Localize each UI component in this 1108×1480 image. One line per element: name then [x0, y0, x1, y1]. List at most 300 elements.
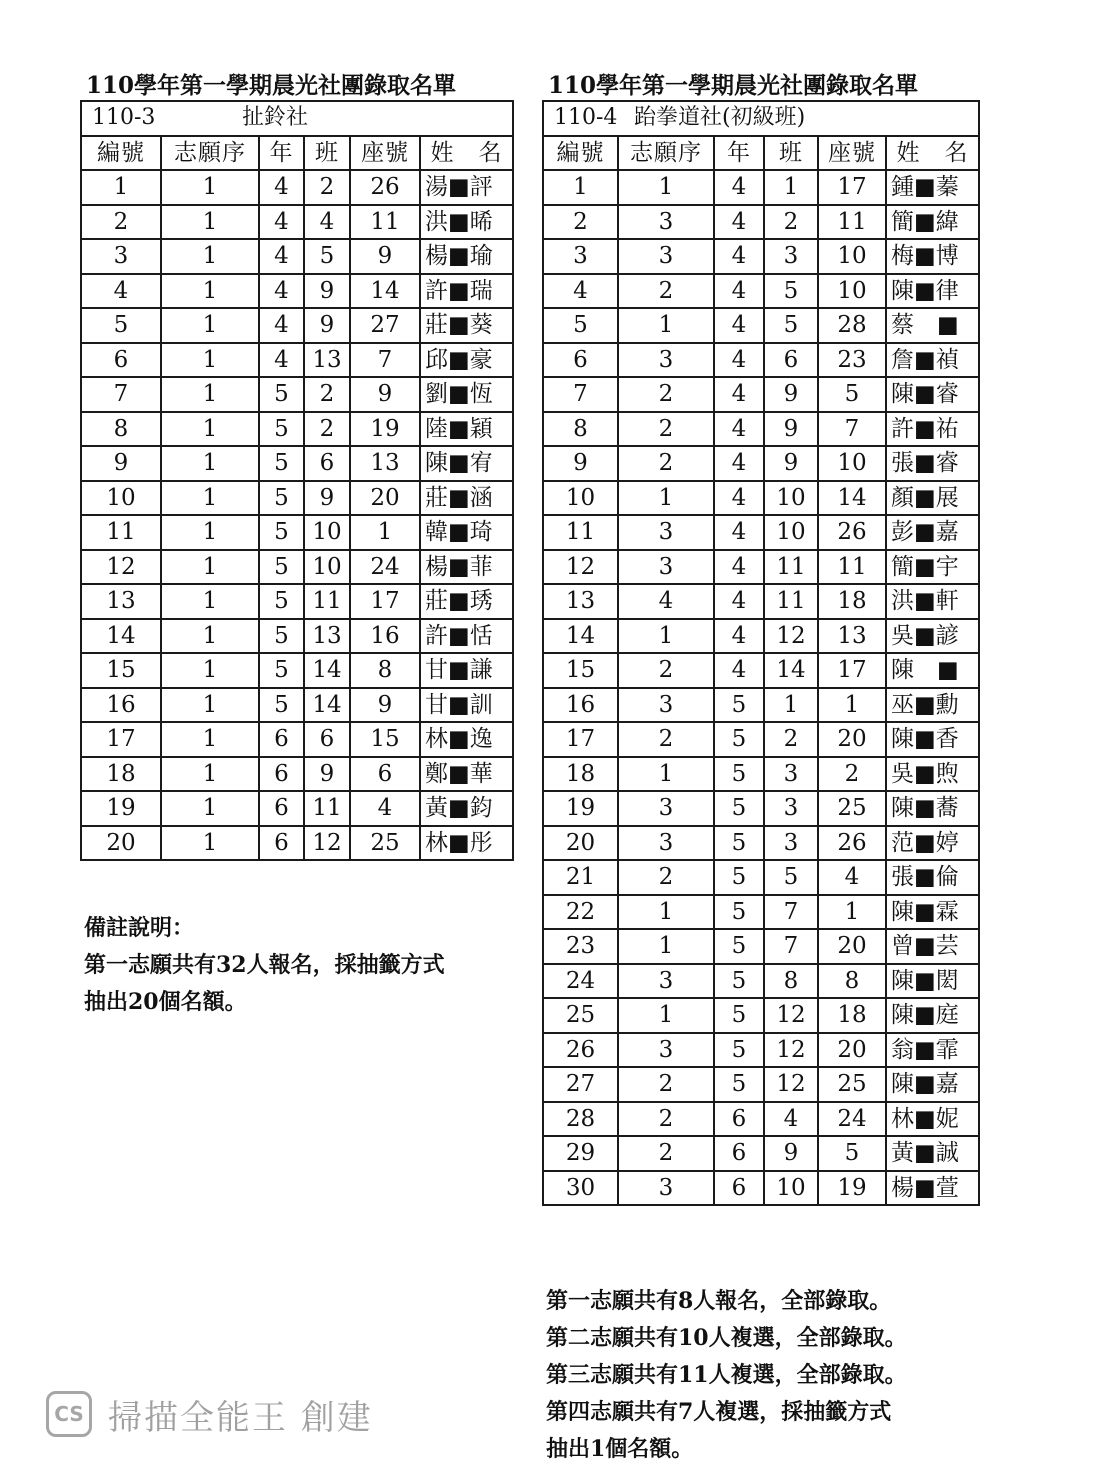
seat-number-cell: 17	[818, 170, 886, 205]
left-note-line: 備註說明：	[84, 915, 195, 941]
student-name-cell: 楊■瑜	[420, 239, 513, 274]
left-club-code: 110-3	[92, 105, 156, 131]
right-notes	[546, 1283, 907, 1468]
row-number-cell: 27	[543, 1067, 618, 1102]
row-number-cell: 28	[543, 1102, 618, 1137]
seat-number-cell: 10	[818, 274, 886, 309]
table-row	[543, 619, 979, 654]
class-cell: 10	[304, 550, 350, 585]
class-cell: 13	[304, 343, 350, 378]
seat-number-cell: 4	[350, 791, 420, 826]
seat-number-cell: 10	[818, 239, 886, 274]
grade-cell: 5	[714, 688, 764, 723]
seat-number-cell: 23	[818, 343, 886, 378]
grade-cell: 5	[259, 446, 304, 481]
seat-number-cell: 20	[818, 1033, 886, 1068]
seat-number-cell: 11	[818, 205, 886, 240]
seat-number-cell: 14	[818, 481, 886, 516]
left-club-name: 扯鈴社	[242, 105, 309, 131]
class-cell: 8	[764, 964, 818, 999]
grade-cell: 6	[259, 722, 304, 757]
grade-cell: 5	[714, 1033, 764, 1068]
preference-cell: 1	[618, 998, 714, 1033]
left-roster-table	[80, 100, 514, 861]
student-name-cell: 陳■宥	[420, 446, 513, 481]
class-cell: 2	[304, 377, 350, 412]
row-number-cell: 15	[543, 653, 618, 688]
left-notes	[84, 910, 445, 1021]
grade-cell: 6	[714, 1136, 764, 1171]
preference-cell: 4	[618, 584, 714, 619]
grade-cell: 5	[259, 515, 304, 550]
table-row	[81, 619, 513, 654]
student-name-cell: 曾■芸	[886, 929, 979, 964]
seat-number-cell: 16	[350, 619, 420, 654]
grade-cell: 4	[714, 308, 764, 343]
grade-cell: 5	[714, 964, 764, 999]
grade-cell: 4	[714, 584, 764, 619]
row-number-cell: 9	[81, 446, 161, 481]
grade-cell: 4	[714, 274, 764, 309]
preference-cell: 1	[161, 791, 259, 826]
table-row	[543, 964, 979, 999]
class-cell: 9	[764, 1136, 818, 1171]
table-row	[543, 791, 979, 826]
seat-number-cell: 8	[350, 653, 420, 688]
seat-number-cell: 5	[818, 377, 886, 412]
row-number-cell: 21	[543, 860, 618, 895]
grade-cell: 6	[714, 1171, 764, 1206]
grade-cell: 5	[714, 1067, 764, 1102]
class-cell: 1	[764, 170, 818, 205]
grade-cell: 4	[714, 446, 764, 481]
table-row	[543, 515, 979, 550]
preference-cell: 1	[618, 481, 714, 516]
student-name-cell: 陳■香	[886, 722, 979, 757]
table-row	[81, 274, 513, 309]
preference-cell: 3	[618, 791, 714, 826]
left-heading: 110學年第一學期晨光社團錄取名單	[86, 72, 457, 99]
grade-cell: 6	[259, 791, 304, 826]
student-name-cell: 翁■霏	[886, 1033, 979, 1068]
grade-cell: 4	[259, 170, 304, 205]
student-name-cell: 黃■誠	[886, 1136, 979, 1171]
grade-cell: 4	[259, 308, 304, 343]
student-name-cell: 陸■穎	[420, 412, 513, 447]
row-number-cell: 12	[81, 550, 161, 585]
class-cell: 5	[764, 308, 818, 343]
student-name-cell: 蔡 ■	[886, 308, 979, 343]
row-number-cell: 16	[81, 688, 161, 723]
preference-cell: 1	[161, 688, 259, 723]
preference-cell: 1	[161, 619, 259, 654]
grade-cell: 4	[714, 205, 764, 240]
class-cell: 5	[304, 239, 350, 274]
class-cell: 3	[764, 239, 818, 274]
grade-cell: 4	[259, 274, 304, 309]
student-name-cell: 甘■謙	[420, 653, 513, 688]
table-row	[81, 722, 513, 757]
student-name-cell: 陳■嘉	[886, 1067, 979, 1102]
preference-cell: 1	[161, 653, 259, 688]
row-number-cell: 13	[543, 584, 618, 619]
table-row	[543, 1136, 979, 1171]
class-cell: 9	[764, 446, 818, 481]
row-number-cell: 18	[543, 757, 618, 792]
student-name-cell: 許■恬	[420, 619, 513, 654]
student-name-cell: 詹■禎	[886, 343, 979, 378]
left-note-line: 抽出20個名額。	[84, 989, 247, 1015]
row-number-cell: 26	[543, 1033, 618, 1068]
table-row	[543, 412, 979, 447]
seat-number-cell: 11	[818, 550, 886, 585]
grade-cell: 5	[259, 584, 304, 619]
grade-cell: 6	[259, 757, 304, 792]
scanner-watermark	[46, 1388, 373, 1440]
grade-cell: 4	[714, 343, 764, 378]
grade-cell: 4	[714, 377, 764, 412]
seat-number-cell: 13	[350, 446, 420, 481]
table-row	[543, 170, 979, 205]
class-cell: 5	[764, 274, 818, 309]
grade-cell: 4	[714, 550, 764, 585]
table-row	[81, 757, 513, 792]
grade-cell: 4	[714, 481, 764, 516]
seat-number-cell: 9	[350, 377, 420, 412]
class-cell: 14	[764, 653, 818, 688]
row-number-cell: 23	[543, 929, 618, 964]
seat-number-cell: 25	[350, 826, 420, 861]
left-roster-block	[80, 72, 514, 861]
seat-number-cell: 26	[818, 515, 886, 550]
seat-number-cell: 10	[818, 446, 886, 481]
preference-cell: 3	[618, 205, 714, 240]
grade-cell: 5	[714, 895, 764, 930]
table-row	[543, 1102, 979, 1137]
class-cell: 14	[304, 688, 350, 723]
row-number-cell: 7	[543, 377, 618, 412]
seat-number-cell: 9	[350, 688, 420, 723]
grade-cell: 4	[714, 619, 764, 654]
preference-cell: 2	[618, 722, 714, 757]
right-heading: 110學年第一學期晨光社團錄取名單	[548, 72, 919, 99]
table-row	[543, 998, 979, 1033]
row-number-cell: 11	[543, 515, 618, 550]
right-note-line: 抽出1個名額。	[546, 1436, 694, 1462]
row-number-cell: 8	[543, 412, 618, 447]
preference-cell: 1	[161, 170, 259, 205]
seat-number-cell: 24	[818, 1102, 886, 1137]
col-header: 年	[714, 136, 764, 171]
grade-cell: 4	[259, 205, 304, 240]
class-cell: 11	[304, 791, 350, 826]
row-number-cell: 10	[543, 481, 618, 516]
row-number-cell: 2	[81, 205, 161, 240]
preference-cell: 1	[161, 239, 259, 274]
seat-number-cell: 14	[350, 274, 420, 309]
seat-number-cell: 4	[818, 860, 886, 895]
preference-cell: 1	[161, 377, 259, 412]
student-name-cell: 鍾■蓁	[886, 170, 979, 205]
row-number-cell: 11	[81, 515, 161, 550]
table-row	[543, 1171, 979, 1206]
preference-cell: 3	[618, 1033, 714, 1068]
table-row	[81, 205, 513, 240]
table-row	[81, 239, 513, 274]
preference-cell: 1	[161, 412, 259, 447]
seat-number-cell: 26	[818, 826, 886, 861]
row-number-cell: 14	[81, 619, 161, 654]
student-name-cell: 顏■展	[886, 481, 979, 516]
student-name-cell: 莊■琇	[420, 584, 513, 619]
grade-cell: 5	[714, 791, 764, 826]
seat-number-cell: 25	[818, 791, 886, 826]
table-row	[81, 343, 513, 378]
student-name-cell: 陳■霖	[886, 895, 979, 930]
grade-cell: 4	[259, 343, 304, 378]
row-number-cell: 4	[81, 274, 161, 309]
row-number-cell: 3	[543, 239, 618, 274]
col-header: 座號	[818, 136, 886, 171]
table-row	[543, 550, 979, 585]
student-name-cell: 梅■博	[886, 239, 979, 274]
row-number-cell: 14	[543, 619, 618, 654]
class-cell: 4	[304, 205, 350, 240]
row-number-cell: 7	[81, 377, 161, 412]
row-number-cell: 17	[81, 722, 161, 757]
row-number-cell: 24	[543, 964, 618, 999]
col-header: 姓 名	[886, 136, 979, 171]
table-row	[543, 929, 979, 964]
preference-cell: 2	[618, 412, 714, 447]
grade-cell: 6	[259, 826, 304, 861]
table-row	[543, 377, 979, 412]
table-row	[543, 757, 979, 792]
seat-number-cell: 28	[818, 308, 886, 343]
row-number-cell: 1	[543, 170, 618, 205]
seat-number-cell: 27	[350, 308, 420, 343]
class-cell: 10	[764, 515, 818, 550]
right-note-line: 第一志願共有8人報名，全部錄取。	[546, 1288, 892, 1314]
seat-number-cell: 15	[350, 722, 420, 757]
row-number-cell: 16	[543, 688, 618, 723]
preference-cell: 1	[618, 757, 714, 792]
seat-number-cell: 1	[818, 688, 886, 723]
student-name-cell: 簡■宇	[886, 550, 979, 585]
table-row	[81, 170, 513, 205]
student-name-cell: 陳■蕎	[886, 791, 979, 826]
table-row	[81, 308, 513, 343]
class-cell: 5	[764, 860, 818, 895]
col-header: 座號	[350, 136, 420, 171]
right-note-line: 第四志願共有7人複選，採抽籤方式	[546, 1399, 892, 1425]
table-row	[543, 653, 979, 688]
table-row	[543, 239, 979, 274]
class-cell: 9	[304, 308, 350, 343]
right-roster-block	[542, 72, 980, 1206]
watermark-text: 掃描全能王 創建	[108, 1397, 373, 1438]
student-name-cell: 楊■菲	[420, 550, 513, 585]
student-name-cell: 洪■晞	[420, 205, 513, 240]
grade-cell: 5	[259, 377, 304, 412]
class-cell: 13	[304, 619, 350, 654]
class-cell: 7	[764, 895, 818, 930]
row-number-cell: 20	[81, 826, 161, 861]
table-row	[81, 515, 513, 550]
class-cell: 10	[764, 1171, 818, 1206]
row-number-cell: 6	[81, 343, 161, 378]
col-header: 志願序	[618, 136, 714, 171]
seat-number-cell: 1	[350, 515, 420, 550]
preference-cell: 1	[618, 619, 714, 654]
col-header: 姓 名	[420, 136, 513, 171]
grade-cell: 4	[714, 412, 764, 447]
seat-number-cell: 19	[350, 412, 420, 447]
student-name-cell: 陳 ■	[886, 653, 979, 688]
student-name-cell: 林■彤	[420, 826, 513, 861]
class-cell: 2	[764, 722, 818, 757]
class-cell: 9	[764, 412, 818, 447]
class-cell: 2	[304, 412, 350, 447]
grade-cell: 6	[714, 1102, 764, 1137]
student-name-cell: 洪■軒	[886, 584, 979, 619]
seat-number-cell: 2	[818, 757, 886, 792]
preference-cell: 3	[618, 688, 714, 723]
grade-cell: 5	[259, 481, 304, 516]
seat-number-cell: 20	[818, 722, 886, 757]
student-name-cell: 陳■睿	[886, 377, 979, 412]
right-club-code: 110-4	[554, 105, 618, 131]
student-name-cell: 彭■嘉	[886, 515, 979, 550]
student-name-cell: 范■婷	[886, 826, 979, 861]
class-cell: 3	[764, 826, 818, 861]
row-number-cell: 5	[81, 308, 161, 343]
table-row	[543, 826, 979, 861]
seat-number-cell: 25	[818, 1067, 886, 1102]
preference-cell: 2	[618, 860, 714, 895]
preference-cell: 1	[618, 929, 714, 964]
student-name-cell: 許■瑞	[420, 274, 513, 309]
row-number-cell: 13	[81, 584, 161, 619]
student-name-cell: 楊■萱	[886, 1171, 979, 1206]
left-note-line: 第一志願共有32人報名，採抽籤方式	[84, 952, 445, 978]
student-name-cell: 吳■諺	[886, 619, 979, 654]
row-number-cell: 12	[543, 550, 618, 585]
table-row	[81, 550, 513, 585]
seat-number-cell: 11	[350, 205, 420, 240]
row-number-cell: 15	[81, 653, 161, 688]
col-header: 編號	[81, 136, 161, 171]
student-name-cell: 陳■閎	[886, 964, 979, 999]
left-header-row	[81, 136, 513, 171]
student-name-cell: 簡■緯	[886, 205, 979, 240]
row-number-cell: 9	[543, 446, 618, 481]
grade-cell: 4	[714, 653, 764, 688]
table-row	[81, 481, 513, 516]
student-name-cell: 邱■豪	[420, 343, 513, 378]
seat-number-cell: 8	[818, 964, 886, 999]
seat-number-cell: 20	[350, 481, 420, 516]
class-cell: 2	[304, 170, 350, 205]
preference-cell: 1	[161, 481, 259, 516]
grade-cell: 5	[259, 550, 304, 585]
preference-cell: 1	[161, 826, 259, 861]
seat-number-cell: 24	[350, 550, 420, 585]
seat-number-cell: 17	[350, 584, 420, 619]
grade-cell: 5	[714, 826, 764, 861]
seat-number-cell: 17	[818, 653, 886, 688]
class-cell: 6	[764, 343, 818, 378]
student-name-cell: 陳■庭	[886, 998, 979, 1033]
preference-cell: 3	[618, 343, 714, 378]
grade-cell: 5	[714, 722, 764, 757]
student-name-cell: 林■逸	[420, 722, 513, 757]
table-row	[543, 205, 979, 240]
class-cell: 3	[764, 791, 818, 826]
row-number-cell: 2	[543, 205, 618, 240]
grade-cell: 5	[259, 653, 304, 688]
col-header: 班	[304, 136, 350, 171]
student-name-cell: 張■睿	[886, 446, 979, 481]
row-number-cell: 18	[81, 757, 161, 792]
table-row	[543, 584, 979, 619]
preference-cell: 1	[161, 515, 259, 550]
table-row	[543, 895, 979, 930]
preference-cell: 3	[618, 826, 714, 861]
class-cell: 9	[304, 274, 350, 309]
grade-cell: 5	[714, 929, 764, 964]
class-cell: 12	[764, 998, 818, 1033]
student-name-cell: 黃■鈞	[420, 791, 513, 826]
col-header: 年	[259, 136, 304, 171]
table-row	[81, 791, 513, 826]
preference-cell: 3	[618, 515, 714, 550]
table-row	[543, 481, 979, 516]
preference-cell: 3	[618, 1171, 714, 1206]
grade-cell: 5	[259, 688, 304, 723]
seat-number-cell: 18	[818, 998, 886, 1033]
preference-cell: 2	[618, 1136, 714, 1171]
grade-cell: 4	[259, 239, 304, 274]
row-number-cell: 5	[543, 308, 618, 343]
table-row	[543, 274, 979, 309]
row-number-cell: 30	[543, 1171, 618, 1206]
right-club-name: 跆拳道社(初級班)	[634, 105, 806, 131]
seat-number-cell: 19	[818, 1171, 886, 1206]
class-cell: 9	[764, 377, 818, 412]
class-cell: 11	[764, 550, 818, 585]
table-row	[543, 860, 979, 895]
preference-cell: 2	[618, 653, 714, 688]
row-number-cell: 6	[543, 343, 618, 378]
preference-cell: 3	[618, 550, 714, 585]
preference-cell: 1	[161, 205, 259, 240]
table-row	[81, 584, 513, 619]
row-number-cell: 10	[81, 481, 161, 516]
table-row	[543, 1067, 979, 1102]
grade-cell: 4	[714, 239, 764, 274]
student-name-cell: 許■祐	[886, 412, 979, 447]
table-row	[81, 826, 513, 861]
class-cell: 12	[764, 1033, 818, 1068]
student-name-cell: 張■倫	[886, 860, 979, 895]
right-note-line: 第三志願共有11人複選，全部錄取。	[546, 1362, 907, 1388]
preference-cell: 1	[161, 757, 259, 792]
class-cell: 10	[764, 481, 818, 516]
class-cell: 10	[304, 515, 350, 550]
col-header: 志願序	[161, 136, 259, 171]
seat-number-cell: 9	[350, 239, 420, 274]
